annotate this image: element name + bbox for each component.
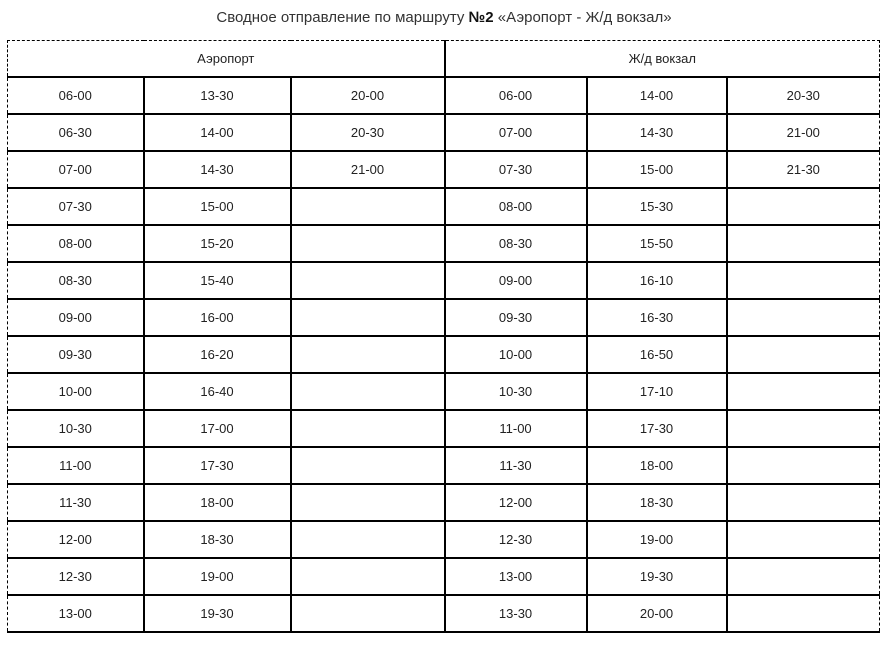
airport-departure-cell <box>291 410 445 447</box>
railway-station-departure-cell: 21-30 <box>727 151 880 188</box>
airport-departure-cell <box>291 299 445 336</box>
table-row <box>8 521 880 558</box>
airport-departure-cell: 09-30 <box>8 336 144 373</box>
railway-station-departure-cell: 07-00 <box>445 114 587 151</box>
railway-station-departure-cell: 08-00 <box>445 188 587 225</box>
airport-departure-cell <box>291 521 445 558</box>
airport-departure-cell: 10-30 <box>8 410 144 447</box>
railway-station-departure-cell <box>727 373 880 410</box>
airport-departure-cell: 15-40 <box>144 262 291 299</box>
table-row <box>8 447 880 484</box>
airport-departure-cell: 15-20 <box>144 225 291 262</box>
table-row <box>8 484 880 521</box>
railway-station-departure-cell: 21-00 <box>727 114 880 151</box>
airport-departure-cell: 09-00 <box>8 299 144 336</box>
railway-station-departure-cell: 20-00 <box>587 595 727 632</box>
airport-departure-cell: 21-00 <box>291 151 445 188</box>
airport-departure-cell: 17-00 <box>144 410 291 447</box>
airport-departure-cell <box>291 262 445 299</box>
railway-station-departure-cell: 16-30 <box>587 299 727 336</box>
railway-station-departure-cell: 19-30 <box>587 558 727 595</box>
railway-station-departure-cell <box>727 410 880 447</box>
table-row <box>8 558 880 595</box>
railway-station-departure-cell: 14-30 <box>587 114 727 151</box>
railway-station-departure-cell <box>727 225 880 262</box>
railway-station-departure-cell: 19-00 <box>587 521 727 558</box>
railway-station-departure-cell <box>727 484 880 521</box>
page-title <box>0 8 888 28</box>
railway-station-departure-cell: 10-00 <box>445 336 587 373</box>
railway-station-departure-cell: 13-30 <box>445 595 587 632</box>
airport-departure-cell <box>291 484 445 521</box>
railway-station-departure-cell: 06-00 <box>445 77 587 114</box>
airport-departure-cell: 14-30 <box>144 151 291 188</box>
airport-departure-cell <box>291 595 445 632</box>
airport-departure-cell <box>291 188 445 225</box>
airport-departure-cell: 06-00 <box>8 77 144 114</box>
airport-departure-cell: 11-00 <box>8 447 144 484</box>
airport-departure-cell: 12-00 <box>8 521 144 558</box>
railway-station-departure-cell: 16-10 <box>587 262 727 299</box>
airport-departure-cell: 11-30 <box>8 484 144 521</box>
table-row <box>8 77 880 114</box>
railway-station-departure-cell <box>727 336 880 373</box>
railway-station-departure-cell: 17-30 <box>587 410 727 447</box>
airport-departure-cell: 15-00 <box>144 188 291 225</box>
airport-departure-cell: 07-00 <box>8 151 144 188</box>
table-row <box>8 410 880 447</box>
railway-station-departure-cell <box>727 262 880 299</box>
airport-departure-cell: 06-30 <box>8 114 144 151</box>
railway-station-departure-cell: 15-00 <box>587 151 727 188</box>
airport-departure-cell: 08-30 <box>8 262 144 299</box>
airport-departure-cell: 16-00 <box>144 299 291 336</box>
airport-departure-cell: 13-30 <box>144 77 291 114</box>
railway-station-departure-cell: 15-50 <box>587 225 727 262</box>
table-row <box>8 225 880 262</box>
table-row <box>8 188 880 225</box>
table-row <box>8 151 880 188</box>
railway-station-departure-cell: 12-00 <box>445 484 587 521</box>
header-row <box>8 41 880 78</box>
table-row <box>8 299 880 336</box>
railway-station-departure-cell: 08-30 <box>445 225 587 262</box>
railway-station-departure-cell <box>727 521 880 558</box>
railway-station-departure-cell: 10-30 <box>445 373 587 410</box>
railway-station-departure-cell: 11-30 <box>445 447 587 484</box>
airport-departure-cell: 10-00 <box>8 373 144 410</box>
table-row <box>8 336 880 373</box>
route-number: №2 <box>468 9 494 26</box>
airport-departure-cell: 13-00 <box>8 595 144 632</box>
route-name: «Аэропорт - Ж/д вокзал» <box>493 9 672 26</box>
airport-departure-cell <box>291 373 445 410</box>
railway-station-departure-cell: 13-00 <box>445 558 587 595</box>
airport-departure-cell <box>291 558 445 595</box>
airport-departure-cell: 20-00 <box>291 77 445 114</box>
schedule-body <box>8 77 880 632</box>
table-row <box>8 262 880 299</box>
airport-departure-cell: 19-00 <box>144 558 291 595</box>
airport-departure-cell: 14-00 <box>144 114 291 151</box>
airport-header: Аэропорт <box>8 41 445 78</box>
airport-departure-cell: 20-30 <box>291 114 445 151</box>
railway-station-departure-cell <box>727 595 880 632</box>
airport-departure-cell: 16-40 <box>144 373 291 410</box>
airport-departure-cell: 19-30 <box>144 595 291 632</box>
railway-station-departure-cell <box>727 558 880 595</box>
airport-departure-cell: 18-00 <box>144 484 291 521</box>
railway-station-departure-cell: 20-30 <box>727 77 880 114</box>
railway-station-departure-cell <box>727 188 880 225</box>
title-prefix: Сводное отправление по маршруту <box>216 9 469 26</box>
airport-departure-cell: 07-30 <box>8 188 144 225</box>
airport-departure-cell: 17-30 <box>144 447 291 484</box>
table-row <box>8 373 880 410</box>
railway-station-departure-cell: 16-50 <box>587 336 727 373</box>
railway-station-departure-cell: 11-00 <box>445 410 587 447</box>
table-row <box>8 114 880 151</box>
railway-station-departure-cell: 18-30 <box>587 484 727 521</box>
railway-station-departure-cell: 17-10 <box>587 373 727 410</box>
airport-departure-cell: 16-20 <box>144 336 291 373</box>
railway-station-departure-cell: 12-30 <box>445 521 587 558</box>
railway-station-header: Ж/д вокзал <box>445 41 880 78</box>
schedule-table <box>7 40 880 633</box>
railway-station-departure-cell: 18-00 <box>587 447 727 484</box>
railway-station-departure-cell <box>727 447 880 484</box>
railway-station-departure-cell: 15-30 <box>587 188 727 225</box>
airport-departure-cell <box>291 225 445 262</box>
airport-departure-cell <box>291 336 445 373</box>
airport-departure-cell: 12-30 <box>8 558 144 595</box>
railway-station-departure-cell: 09-30 <box>445 299 587 336</box>
railway-station-departure-cell: 09-00 <box>445 262 587 299</box>
railway-station-departure-cell <box>727 299 880 336</box>
airport-departure-cell: 18-30 <box>144 521 291 558</box>
airport-departure-cell <box>291 447 445 484</box>
airport-departure-cell: 08-00 <box>8 225 144 262</box>
railway-station-departure-cell: 07-30 <box>445 151 587 188</box>
table-row <box>8 595 880 632</box>
railway-station-departure-cell: 14-00 <box>587 77 727 114</box>
